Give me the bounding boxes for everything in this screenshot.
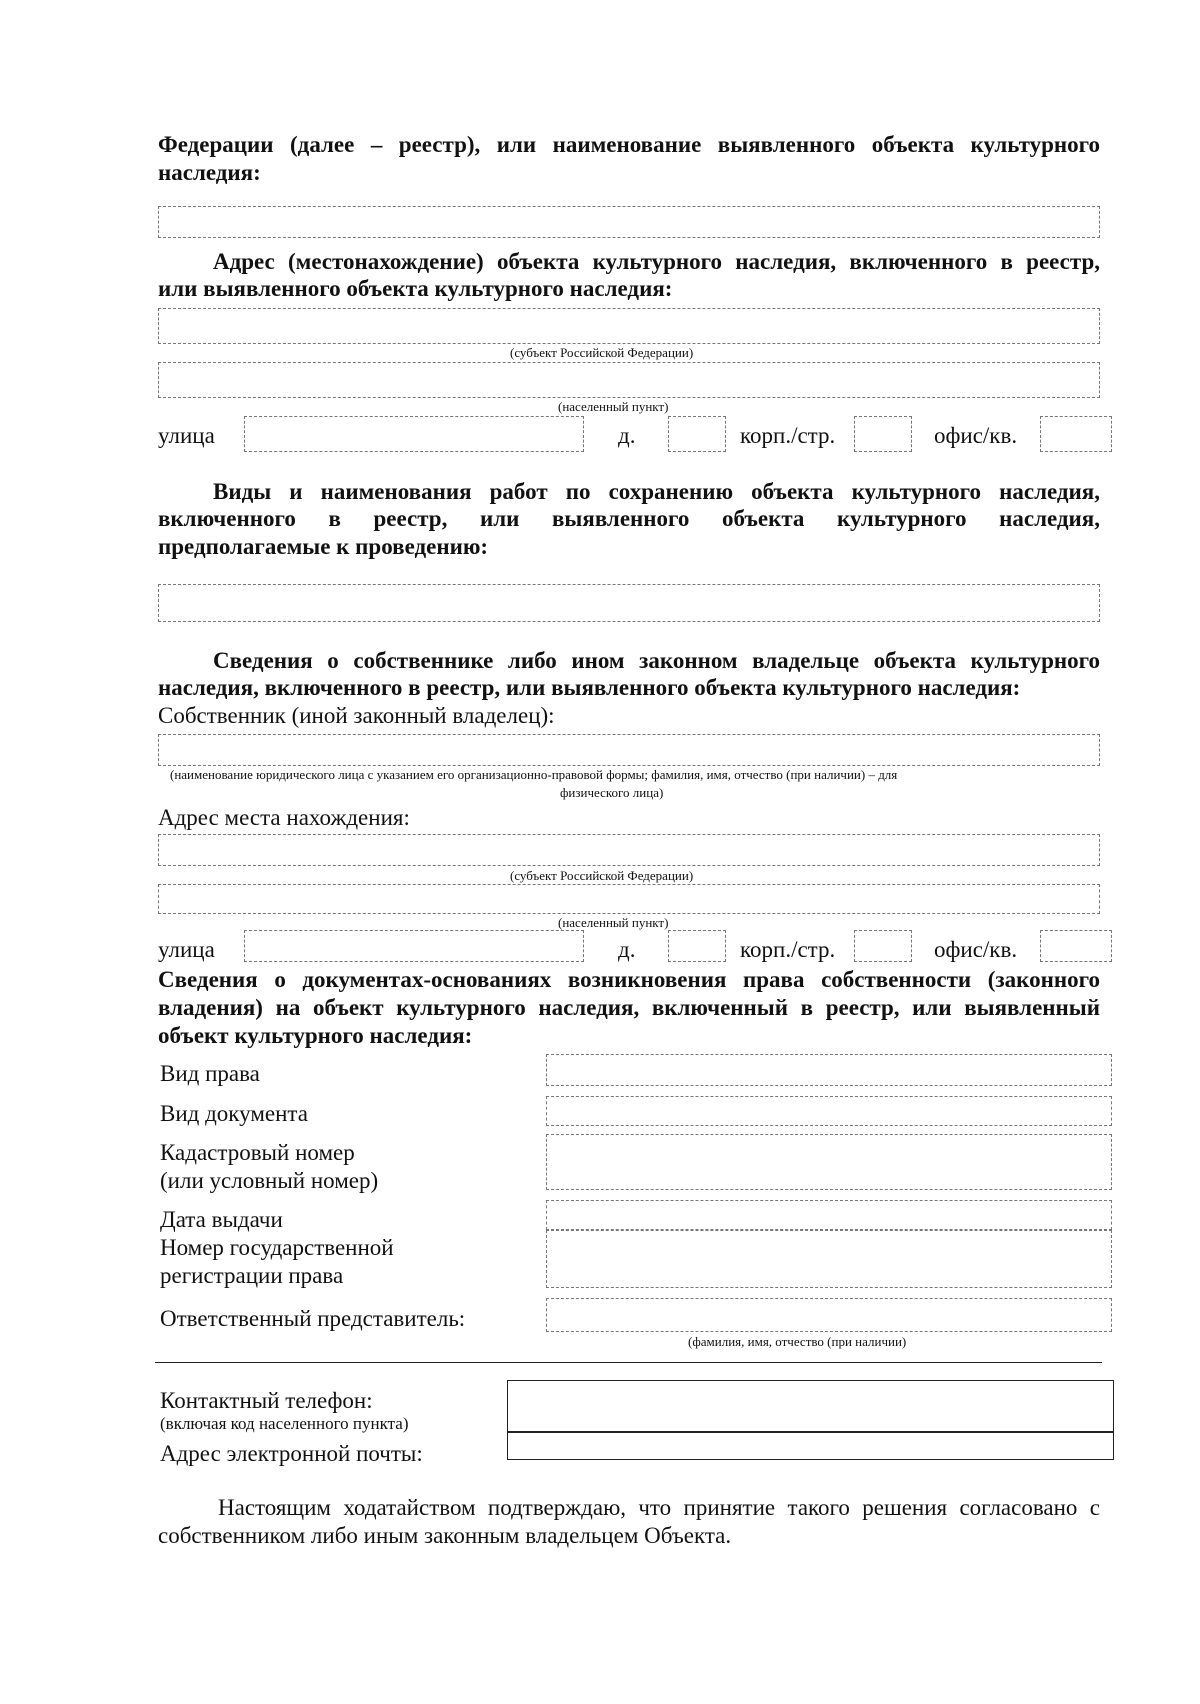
phone-hint: (включая код населенного пункта) (160, 1414, 409, 1433)
intro-line-2: наследия: (158, 160, 261, 185)
owner-office-field[interactable] (1040, 930, 1112, 962)
owner-street-label: улица (158, 937, 215, 962)
address-heading-line-2: или выявленного объекта культурного наследия: (158, 276, 673, 301)
registration-label-line-2: регистрации права (160, 1263, 344, 1288)
works-field[interactable] (158, 584, 1100, 622)
object-building-field[interactable] (854, 416, 912, 452)
owner-caption-line-2: физического лица) (560, 785, 664, 800)
email-field[interactable] (507, 1432, 1114, 1460)
confirmation-line-2: собственником либо иным законным владельцем Объекта. (158, 1523, 732, 1548)
object-office-label: офис/кв. (934, 423, 1018, 448)
works-heading-line-2: включенного в реестр, или выявленного объекта культурного наследия, (158, 506, 1100, 531)
owner-street-field[interactable] (244, 930, 584, 962)
object-subject-field[interactable] (158, 308, 1100, 344)
document-type-label: Вид документа (160, 1101, 308, 1126)
owner-name-field[interactable] (158, 734, 1100, 766)
representative-field[interactable] (546, 1298, 1112, 1332)
owner-locality-field[interactable] (158, 884, 1100, 914)
right-type-label: Вид права (160, 1061, 260, 1086)
owner-caption-line-1: (наименование юридического лица с указанием его организационно-правовой формы; фамилия, имя, отчество (при наличии) – для (170, 767, 898, 782)
registration-label-line-1: Номер государственной (160, 1235, 394, 1260)
cadastral-label-line-2: (или условный номер) (160, 1168, 379, 1193)
object-street-label: улица (158, 423, 215, 448)
object-subject-caption: (субъект Российской Федерации) (510, 345, 694, 360)
confirmation-line-1: Настоящим ходатайством подтверждаю, что принятие такого решения согласовано с (218, 1495, 1100, 1520)
object-locality-field[interactable] (158, 362, 1100, 398)
right-type-field[interactable] (546, 1054, 1112, 1086)
documents-heading-line-1: Сведения о документах-основаниях возникновения права собственности (законного (158, 967, 1100, 992)
owner-heading-line-1: Сведения о собственнике либо ином законном владельце объекта культурного (213, 648, 1100, 673)
representative-label: Ответственный представитель: (160, 1306, 466, 1331)
phone-label: Контактный телефон: (160, 1388, 373, 1413)
owner-house-label: д. (618, 937, 636, 962)
owner-heading-line-2: наследия, включенного в реестр, или выявленного объекта культурного наследия: (158, 675, 1021, 700)
intro-line-1: Федерации (далее – реестр), или наименование выявленного объекта культурного (158, 132, 1100, 157)
object-street-field[interactable] (244, 416, 584, 452)
documents-heading-line-3: объект культурного наследия: (158, 1023, 473, 1048)
document-type-field[interactable] (546, 1096, 1112, 1126)
owner-building-field[interactable] (854, 930, 912, 962)
object-office-field[interactable] (1040, 416, 1112, 452)
issue-date-field[interactable] (546, 1200, 1112, 1230)
cadastral-number-field[interactable] (546, 1134, 1112, 1190)
owner-building-label: корп./стр. (740, 937, 836, 962)
owner-house-field[interactable] (668, 930, 726, 962)
cadastral-label-line-1: Кадастровый номер (160, 1140, 355, 1165)
owner-location-label: Адрес места нахождения: (158, 805, 410, 830)
owner-subject-caption: (субъект Российской Федерации) (510, 868, 694, 883)
object-locality-caption: (населенный пункт) (558, 399, 669, 414)
section-divider (155, 1362, 1102, 1363)
object-name-field[interactable] (158, 206, 1100, 238)
email-label: Адрес электронной почты: (160, 1441, 423, 1466)
owner-label: Собственник (иной законный владелец): (158, 703, 555, 728)
representative-caption: (фамилия, имя, отчество (при наличии) (688, 1334, 907, 1349)
registration-number-field[interactable] (546, 1230, 1112, 1288)
address-heading-line-1: Адрес (местонахождение) объекта культурного наследия, включенного в реестр, (213, 249, 1100, 274)
owner-office-label: офис/кв. (934, 937, 1018, 962)
phone-field[interactable] (507, 1380, 1114, 1432)
object-building-label: корп./стр. (740, 423, 836, 448)
owner-subject-field[interactable] (158, 834, 1100, 866)
works-heading-line-1: Виды и наименования работ по сохранению объекта культурного наследия, (213, 479, 1100, 504)
issue-date-label: Дата выдачи (160, 1207, 283, 1232)
object-house-field[interactable] (668, 416, 726, 452)
object-house-label: д. (618, 423, 636, 448)
works-heading-line-3: предполагаемые к проведению: (158, 534, 489, 559)
owner-locality-caption: (населенный пункт) (558, 915, 669, 930)
documents-heading-line-2: владения) на объект культурного наследия, включенный в реестр, или выявленный (158, 995, 1100, 1020)
